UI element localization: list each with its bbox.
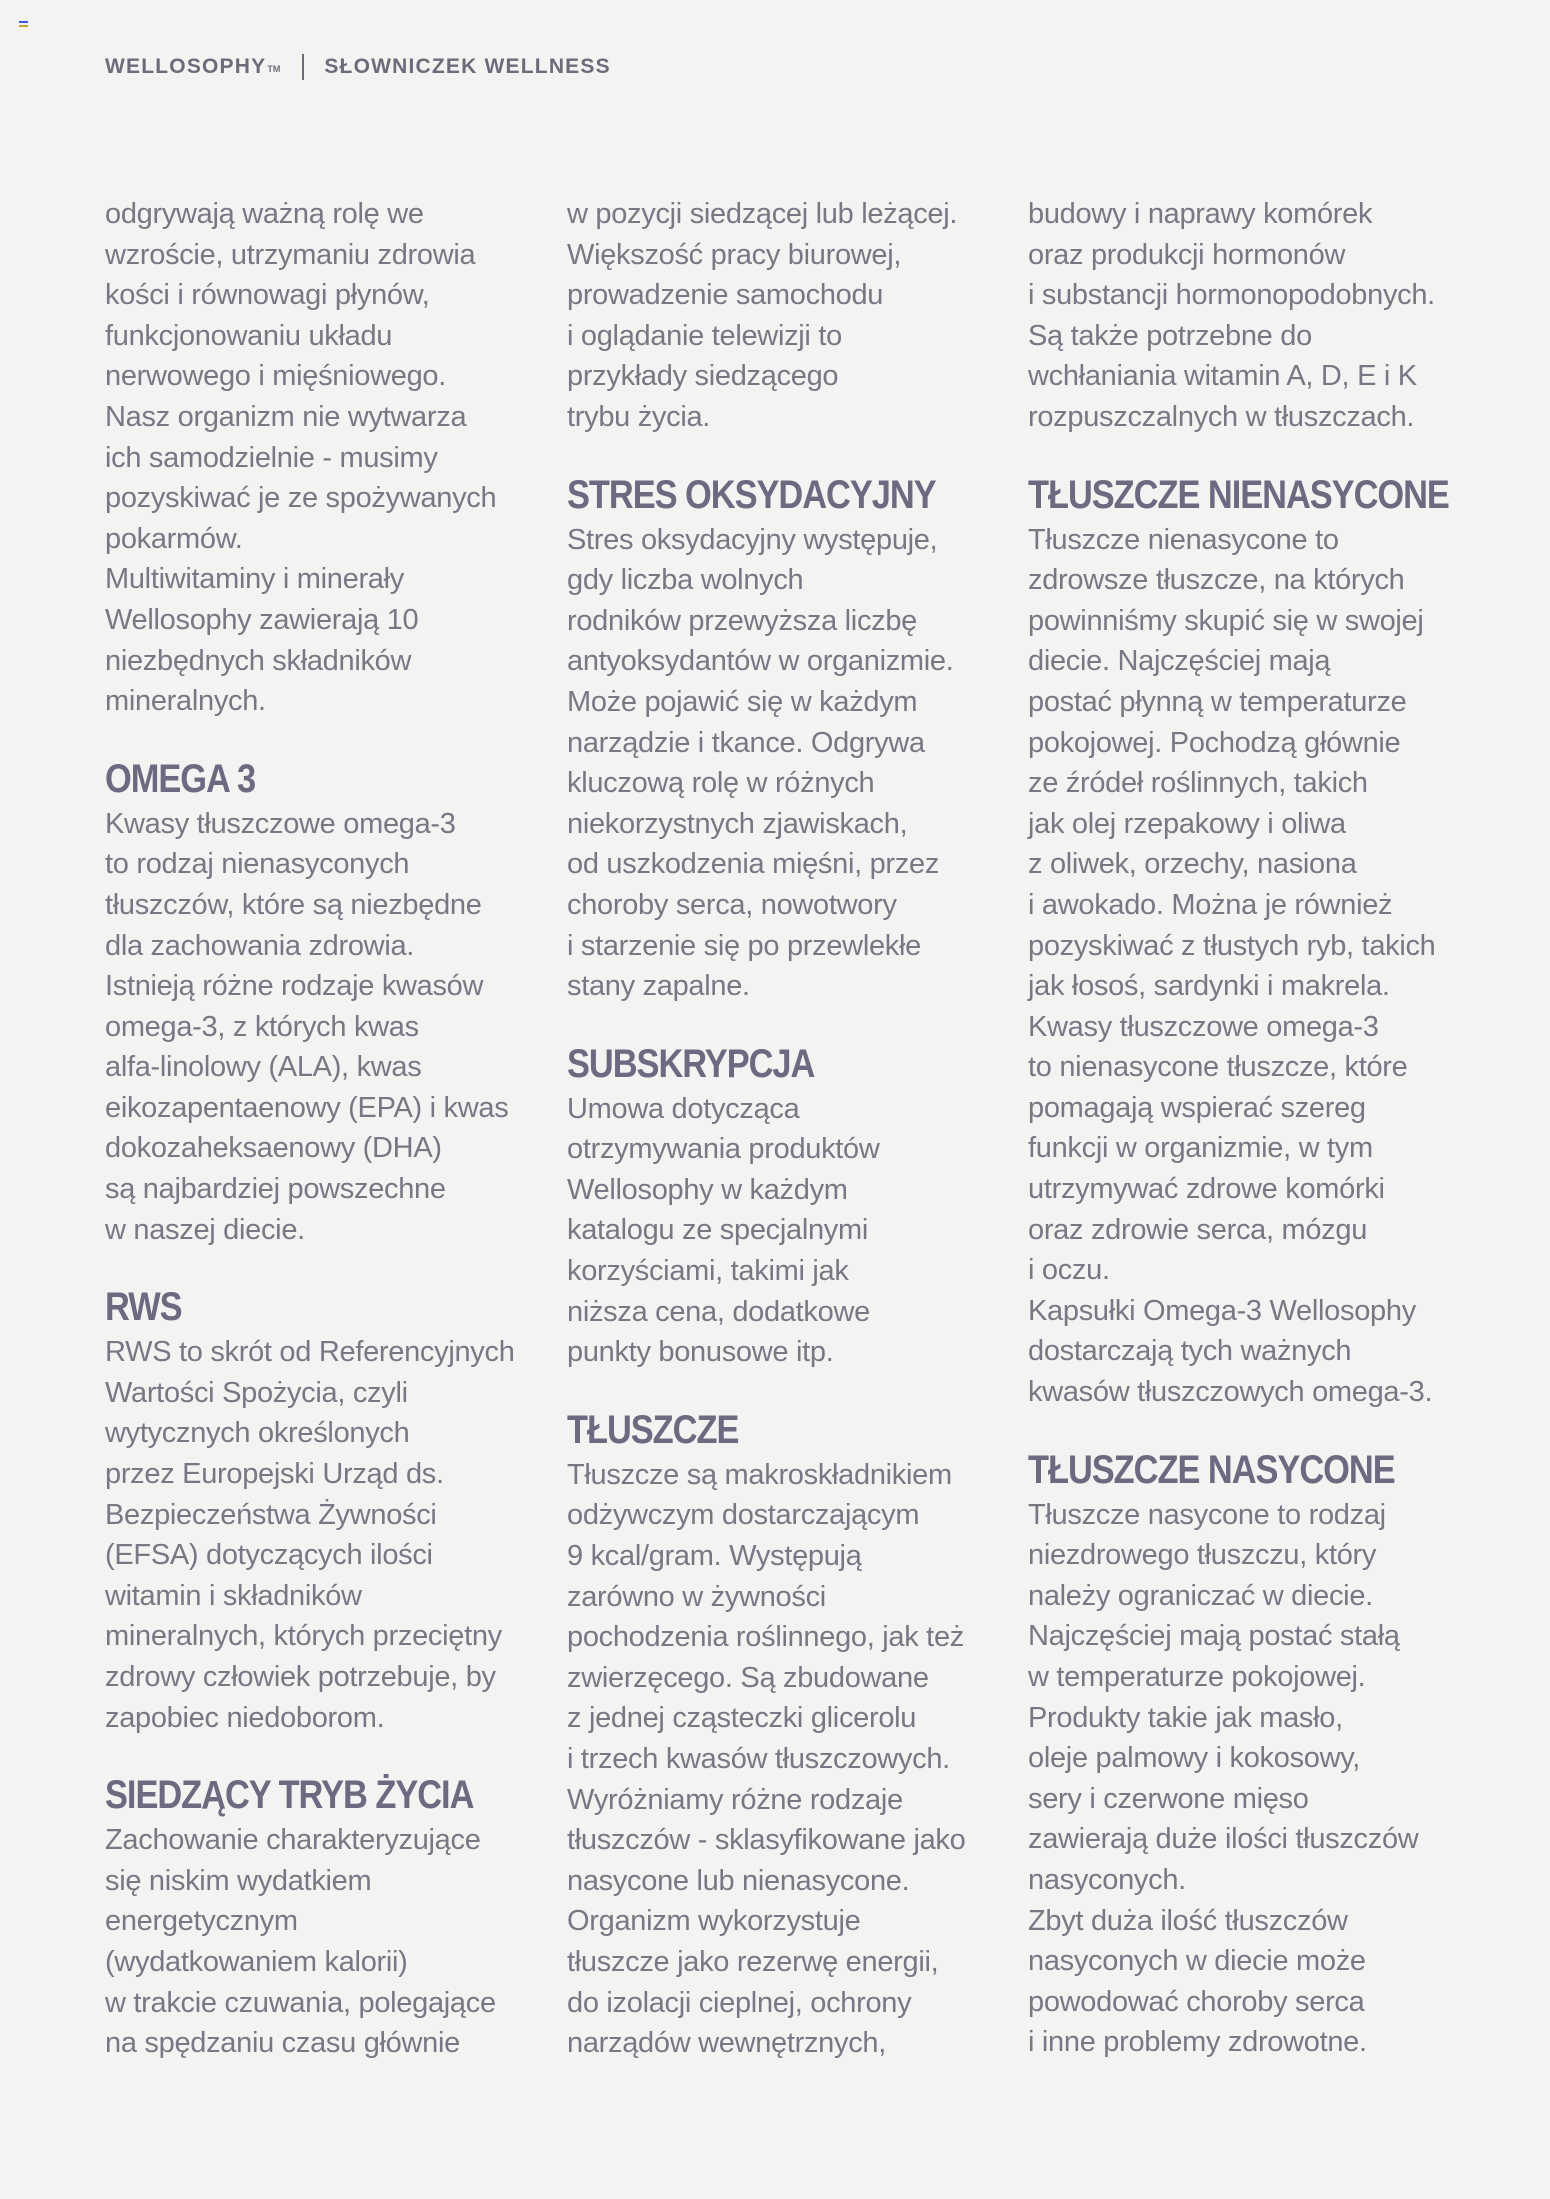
section-title: SŁOWNICZEK WELLNESS — [324, 55, 611, 78]
unsaturated-fats-heading: TŁUSZCZE NIENASYCONE — [1028, 472, 1449, 517]
subscription-heading: SUBSKRYPCJA — [567, 1041, 815, 1086]
rws-heading: RWS — [105, 1285, 182, 1330]
page-header — [105, 50, 611, 84]
omega-3-heading: OMEGA 3 — [105, 756, 256, 801]
brand-logo — [105, 55, 280, 79]
corner-mark-gold — [19, 25, 28, 27]
saturated-fats-heading: TŁUSZCZE NASYCONE — [1028, 1447, 1395, 1492]
corner-mark-blue — [19, 21, 28, 23]
oxidative-stress-text: Stres oksydacyjny występuje, gdy liczba wolnych rodników przewyższa liczbę antyoksydantów w organizmie. Może pojawić się w każdym narządzie i tkance. Odgrywa kluczową rolę w różnych niekorzystnych zjawiskach, od uszkodzenia mięśni, przez choroby serca, nowotwory i starzenie się po przewlekłe stany zapalne. — [567, 523, 954, 1003]
trademark-mark: TM — [267, 64, 281, 74]
fats-heading: TŁUSZCZE — [567, 1407, 739, 1452]
oxidative-stress-heading: STRES OKSYDACYJNY — [567, 472, 936, 517]
omega-3-text: Kwasy tłuszczowe omega-3 to rodzaj nienasyconych tłuszczów, które są niezbędne dla zachowania zdrowia. Istnieją różne rodzaje kwasów omega-3, z których kwas alfa-linolowy (ALA), kwas eikozapentaenowy (EPA) i kwas dokozaheksaenowy (DHA) są najbardziej powszechne w naszej diecie. — [105, 807, 509, 1246]
subscription-text: Umowa dotycząca otrzymywania produktów Wellosophy w każdym katalogu ze specjalnymi korzyściami, takimi jak niższa cena, dodatkowe punkty bonusowe itp. — [567, 1092, 880, 1369]
unsaturated-fats-text: Tłuszcze nienasycone to zdrowsze tłuszcze, na których powinniśmy skupić się w swojej diecie. Najczęściej mają postać płynną w temperaturze pokojowej. Pochodzą głównie ze źródeł roślinnych, takich jak olej rzepakowy i oliwa z oliwek, orzechy, nasiona i awokado. Można je również pozyskiwać z tłustych ryb, takich jak łosoś, sardynki i makrela. Kwasy tłuszczowe omega-3 to nienasycone tłuszcze, które pomagają wspierać szereg funkcji w organizmie, w tym utrzymywać zdrowe komórki oraz zdrowie serca, mózgu i oczu. Kapsułki Omega-3 Wellosophy dostarczają tych ważnych kwasów tłuszczowych omega-3. — [1028, 523, 1436, 1409]
rws-text: RWS to skrót od Referencyjnych Wartości Spożycia, czyli wytycznych określonych przez Europejski Urząd ds. Bezpieczeństwa Żywności (EFSA) dotyczących ilości witamin i składników mineralnych, których przeciętny zdrowy człowiek potrzebuje, by zapobiec niedoborom. — [105, 1336, 515, 1734]
sedentary-lifestyle-text: Zachowanie charakteryzujące się niskim wydatkiem energetycznym (wydatkowaniem kalorii) w trakcie czuwania, polegające na spędzaniu czasu głównie — [105, 1824, 496, 2060]
col3-intro-text: budowy i naprawy komórek oraz produkcji hormonów i substancji hormonopodobnych. Są także potrzebne do wchłaniania witamin A, D, E i K rozpuszczalnych w tłuszczach. — [1028, 198, 1435, 433]
glossary-column-1 — [105, 194, 525, 2064]
brand-name: WELLOSOPHY — [105, 55, 267, 78]
col2-intro-text: w pozycji siedzącej lub leżącej. Większość pracy biurowej, prowadzenie samochodu i oglądanie telewizji to przykłady siedzącego trybu życia. — [567, 198, 958, 433]
sedentary-lifestyle-heading: SIEDZĄCY TRYB ŻYCIA — [105, 1773, 474, 1818]
header-divider — [302, 54, 304, 80]
corner-color-mark — [19, 21, 28, 27]
col1-intro-text: odgrywają ważną rolę we wzroście, utrzymaniu zdrowia kości i równowagi płynów, funkcjonowaniu układu nerwowego i mięśniowego. Nasz organizm nie wytwarza ich samodzielnie - musimy pozyskiwać je ze spożywanych pokarmów. Multiwitaminy i minerały Wellosophy zawierają 10 niezbędnych składników mineralnych. — [105, 198, 497, 718]
saturated-fats-text: Tłuszcze nasycone to rodzaj niezdrowego tłuszczu, który należy ograniczać w diecie. Najczęściej mają postać stałą w temperaturze pokojowej. Produkty takie jak masło, oleje palmowy i kokosowy, sery i czerwone mięso zawierają duże ilości tłuszczów nasyconych. Zbyt duża ilość tłuszczów nasyconych w diecie może powodować choroby serca i inne problemy zdrowotne. — [1028, 1498, 1419, 2059]
fats-text: Tłuszcze są makroskładnikiem odżywczym dostarczającym 9 kcal/gram. Występują zarówno w żywności pochodzenia roślinnego, jak też zwierzęcego. Są zbudowane z jednej cząsteczki glicerolu i trzech kwasów tłuszczowych. Wyróżniamy różne rodzaje tłuszczów - sklasyfikowane jako nasycone lub nienasycone. Organizm wykorzystuje tłuszcze jako rezerwę energii, do izolacji cieplnej, ochrony narządów wewnętrznych, — [567, 1458, 966, 2060]
glossary-column-2 — [567, 194, 987, 2064]
glossary-column-3 — [1028, 194, 1448, 2063]
